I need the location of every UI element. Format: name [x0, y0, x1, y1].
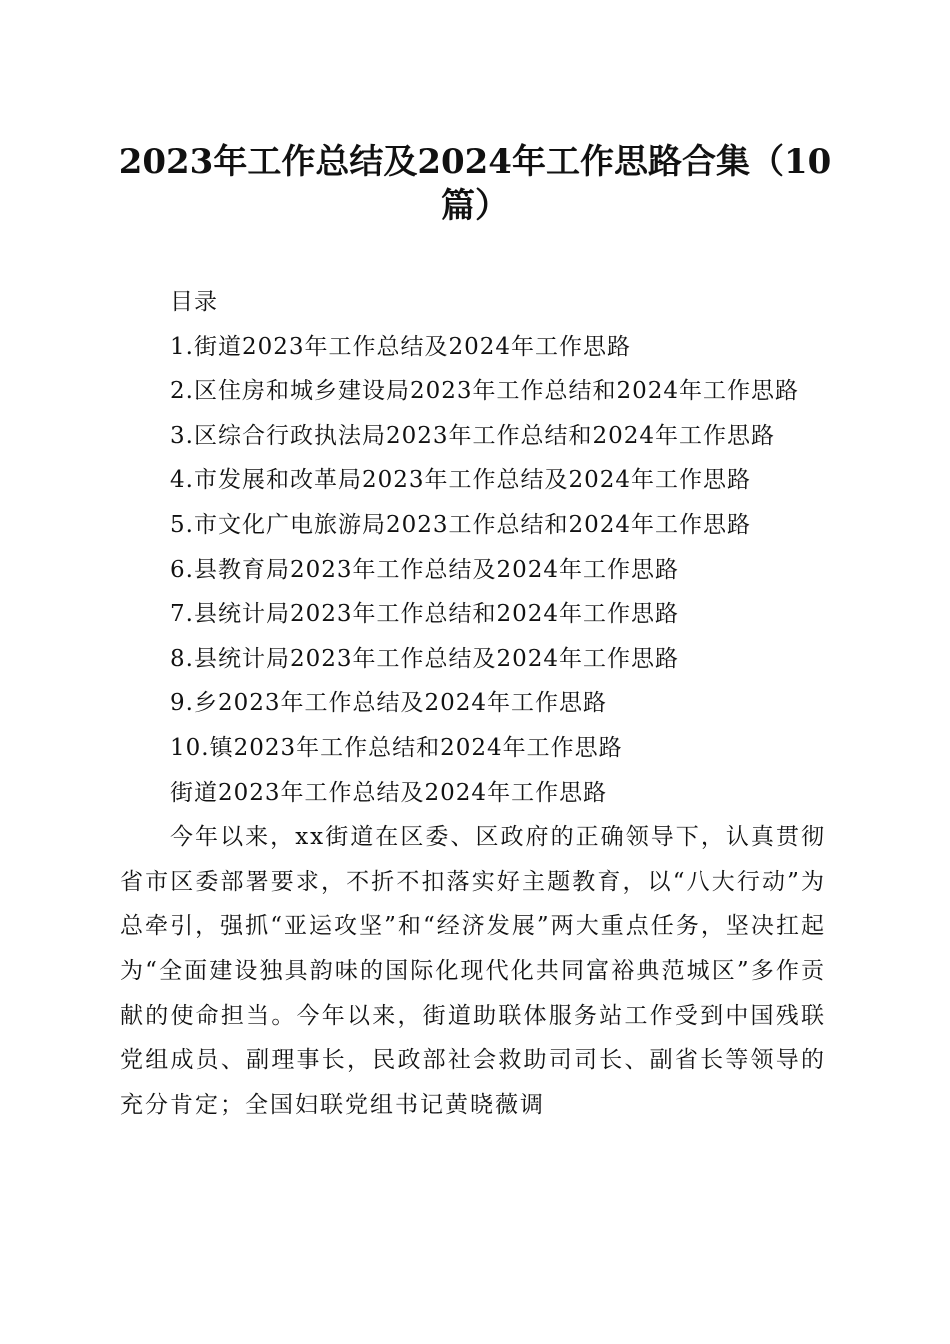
document-title: 2023年工作总结及2024年工作思路合集（10篇）: [118, 142, 832, 226]
toc-item: 1.街道2023年工作总结及2024年工作思路: [170, 333, 632, 360]
toc-item: 4.市发展和改革局2023年工作总结及2024年工作思路: [170, 467, 752, 494]
toc-item: 5.市文化广电旅游局2023工作总结和2024年工作思路: [170, 511, 752, 538]
toc-item: 9.乡2023年工作总结及2024年工作思路: [170, 690, 608, 717]
toc-item: 3.区综合行政执法局2023年工作总结和2024年工作思路: [170, 422, 776, 449]
body-paragraph: 今年以来，xx街道在区委、区政府的正确领导下，认真贯彻省市区委部署要求，不折不扣落实好主题教育，以“八大行动”为总牵引，强抓“亚运攻坚”和“经济发展”两大重点任务，坚决扛起为“全面建设独具韵味的国际化现代化共同富裕典范城区”多作贡献的使命担当。今年以来，街道助联体服务站工作受到中国残联党组成员、副理事长，民政部社会救助司司长、副省长等领导的充分肯定；全国妇联党组书记黄晓薇调: [120, 824, 826, 1118]
toc-item: 10.镇2023年工作总结和2024年工作思路: [170, 734, 623, 761]
toc-item: 8.县统计局2023年工作总结及2024年工作思路: [170, 645, 680, 672]
toc-item: 7.县统计局2023年工作总结和2024年工作思路: [170, 601, 680, 628]
section-title: 街道2023年工作总结及2024年工作思路: [170, 779, 608, 806]
toc-item: 2.区住房和城乡建设局2023年工作总结和2024年工作思路: [170, 378, 800, 405]
document-body: [120, 280, 826, 1127]
toc-item: 6.县教育局2023年工作总结及2024年工作思路: [170, 556, 680, 583]
toc-heading: 目录: [170, 289, 218, 315]
